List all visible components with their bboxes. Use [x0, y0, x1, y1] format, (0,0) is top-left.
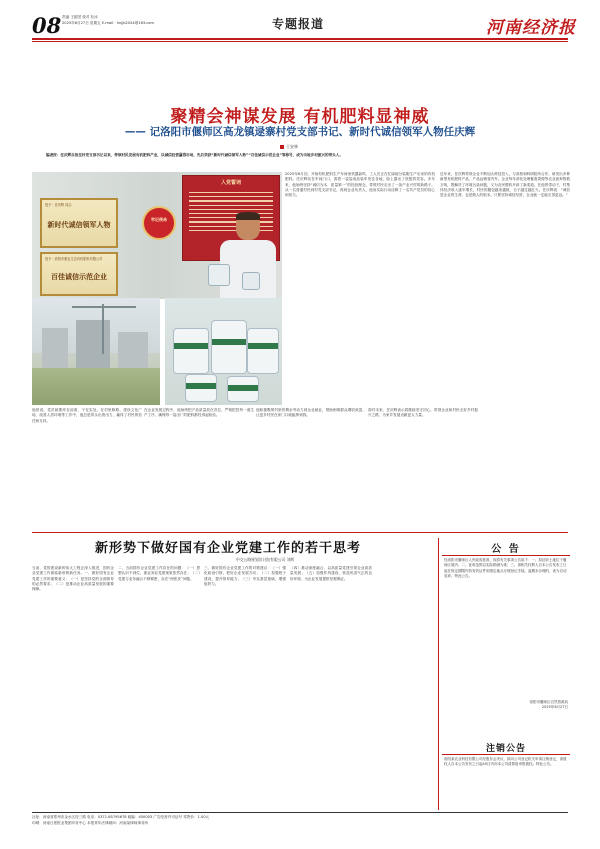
mission-badge: [142, 206, 176, 240]
product-jar: [211, 320, 247, 374]
notice-divider: [438, 538, 439, 810]
photo-building: [42, 328, 68, 368]
section2-byline: 中交公路规划设计院有限公司 刘辉: [236, 557, 295, 562]
oath-board-title: 入党誓词: [220, 180, 241, 186]
article-byline: [280, 144, 298, 150]
notice-title: 公 告: [491, 544, 521, 555]
page-number: 08: [32, 13, 62, 38]
product-jar: [173, 328, 209, 374]
article-column: 面对未来，任庆辉表示将继续坚守初心，带领企业和村民走好乡村振兴之路，为家乡发展贡献更大力量。: [368, 408, 478, 418]
honor-plaque-company: [40, 252, 118, 296]
section2-column: 二、当前国有企业党建工作存在的问题：（一）思想认识不到位，重业务轻党建现象依然存在；（二）党建与业务融合不够紧密，存在“两张皮”问题。: [118, 566, 200, 581]
byline-text: 王安林: [286, 144, 298, 149]
plaque-recipient: 授予：洛阳市康农生态有机肥料有限公司: [45, 257, 103, 261]
product-jar: [185, 374, 217, 402]
photo-building: [118, 332, 148, 368]
honor-plaque-leader: [40, 198, 118, 248]
article-column: 2025年6月初，开始有机肥料生产车间里机器轰鸣，工人们正在忙碌地分装刚生产出来的有机肥料。任庆辉站在车间门口，看着一袋袋成品装车发往各地，脸上露出了欣慰的笑容。多年来，他始终坚持“诚信为本、质量第一”的经营理念，带领村民走出了一条产业兴村的新路子。从一名普通村民到村党支部书记，再到企业负责人，他用实际行动诠释了一名共产党员的初心和担当。: [285, 172, 435, 198]
product-jar: [227, 376, 259, 402]
fertilizer-jar: [242, 272, 260, 290]
notice-rule: [442, 555, 570, 556]
section2-column: 当前，党的建设新的伟大工程正深入推进，国有企业党建工作面临新形势新任务。一、做好国有企业党建工作的重要意义：（一）是坚持党的全面领导的必然要求；（二）是推动企业高质量发展的重要保障。: [32, 566, 114, 592]
article-column: 在企业发展过程中，他始终把产品质量放在首位，严格把控每一道生产工序，确保每一袋出厂的肥料都经得起检验。: [144, 408, 254, 418]
cancellation-rule: [442, 754, 570, 755]
article-title: 聚精会神谋发展 有机肥料显神威: [170, 107, 430, 127]
photo-field: [32, 368, 160, 405]
section2-column: （四）推动深度融合，以高质量党建引领企业高质量发展；（五）加强作风建设，营造风清气正的良好环境，为企业发展提供坚强保证。: [290, 566, 372, 581]
page-footer: [32, 815, 568, 826]
byline-marker-icon: [280, 145, 284, 149]
product-photo: [165, 298, 282, 405]
plaque-recipient: 授予：任庆辉 同志: [45, 203, 72, 207]
badge-text: 牢记使命: [151, 217, 167, 222]
notice-signature-line: 2025年6月27日: [541, 705, 568, 710]
header-meta-line: 责编 王振国 校对 杜冰: [62, 15, 98, 19]
notice-signature-line: 洛阳市偃师区自然资源局: [529, 700, 568, 704]
cancellation-title: 注销公告: [485, 744, 526, 754]
article-column: 他常说，党员就要冲在前面，干在实处。在村里修路、建设文化广场、改善人居环境等工作中，他总是带头出资出力，赢得了村民的信任和支持。: [32, 408, 142, 423]
plaque-title: 百佳诚信示范企业: [51, 273, 107, 281]
header-meta-line: 2025年6月27日 星期五 E-mail：hnjjb2024@163.com: [62, 20, 154, 25]
article-summary: 编者按：任庆辉自担任村党支部书记以来，带领村民发展有机肥料产业，以诚信经营赢得市场，先后荣获“新时代诚信领军人物”“百佳诚信示范企业”等称号，成为当地乡村振兴的带头人。: [46, 153, 343, 157]
section2-title: 新形势下做好国有企业党建工作的若干思考: [95, 541, 362, 556]
main-photo: [32, 172, 282, 299]
article-column: 近年来，任庆辉带领企业不断加大科技投入，与高校和科研院所合作，研发出多种新型有机肥料产品，产品远销省内外。企业每年消化处理畜禽粪便等农业废弃物数万吨，既解决了环境污染问题，又为农民增收开辟了新渠道。在他的带动下，村集体经济收入逐年增长，村民的腰包越来越鼓，日子越过越红火。任庆辉说：“诚信是企业的生命，也是做人的根本。只要坚持诚信经营，企业就一定能走得更远。”: [440, 172, 570, 198]
footer-rule: [32, 812, 568, 813]
crane-jib: [72, 306, 136, 308]
masthead-logo: 河南经济报: [486, 18, 576, 38]
person-hair: [236, 212, 260, 220]
footer-line: 社址：河南省郑州市金水区经三路 电话：0371-65795678 邮编：450003 广告经营许可证号 零售价：1.00元: [32, 815, 210, 819]
notice-body: 经洛阳市偃师区人民政府批准，现将有关事项公告如下：一、拟征收土地位于偃师区境内；二、征收范围以实际勘测为准；三、请相关权利人自本公告发布之日起在规定期限内持有效证件到指定地点办理登记手续。逾期未办理的，视为自动放弃。特此公告。: [444, 558, 567, 578]
header-meta: [62, 15, 172, 26]
product-jar: [247, 328, 279, 374]
construction-photo: [32, 298, 160, 405]
cancellation-body: 洛阳某农业科技有限公司经股东会决议，拟向公司登记机关申请注销登记，请债权人自本公告发布之日起45日内向本公司清算组申报债权。特此公告。: [444, 757, 567, 767]
article-column: 他积极吸纳村里的剩余劳动力到企业就业，帮助困难群众增收致富，让更多村民在家门口就能挣到钱。: [256, 408, 366, 418]
plaque-title: 新时代诚信领军人物: [47, 221, 111, 229]
photo-building: [76, 320, 110, 368]
header-divider-thin: [32, 41, 568, 42]
crane-mast: [102, 304, 104, 354]
section2-column: 三、做好国有企业党建工作的对策建议：（一）强化政治引领，把好企业发展方向；（二）加强班子建设，提升领导能力；（三）夯实基层基础，增强组织力。: [204, 566, 286, 587]
notice-signature: [444, 700, 568, 711]
article-subtitle: —— 记洛阳市偃师区高龙镇逯寨村党支部书记、新时代诚信领军人物任庆辉: [124, 126, 476, 138]
section-name: 专题报道: [272, 17, 325, 31]
header-divider: [32, 38, 568, 40]
section-divider: [32, 532, 568, 533]
fertilizer-jar: [208, 264, 230, 286]
footer-line: 印刷：河南日报报业集团印务中心 本报常年法律顾问：河南某律师事务所: [32, 820, 149, 825]
